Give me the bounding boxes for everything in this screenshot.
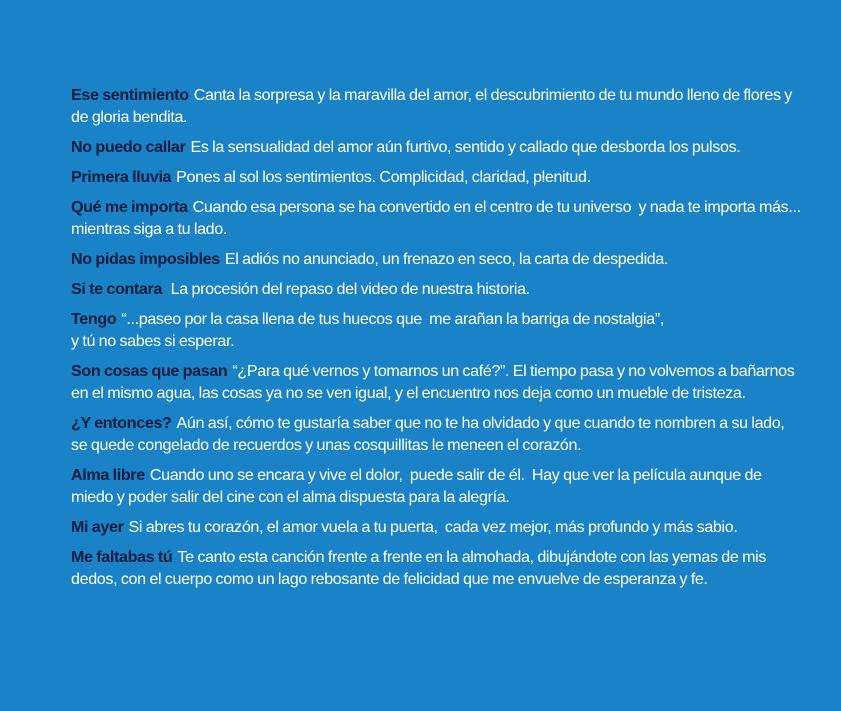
entry-text: Canta la sorpresa y la maravilla del amor, el descubrimiento de tu mundo lleno de flores y de gloria bendita. <box>71 86 796 126</box>
entry-text: La procesión del repaso del video de nuestra historia. <box>167 280 530 298</box>
entry-text: El adiós no anunciado, un frenazo en seco, la carta de despedida. <box>224 250 669 268</box>
entry-title: Qué me importa <box>71 198 188 216</box>
entry-si-te-contara <box>71 278 801 300</box>
entry-text: Cuando esa persona se ha convertido en el centro de tu universo y nada te importa más... mientras siga a tu lado. <box>71 198 808 238</box>
entry-text: “¿Para qué vernos y tomarnos un café?”. El tiempo pasa y no volvemos a bañarnos en el mismo agua, las cosas ya no se ven igual, y el encuentro nos deja como un mueble de tristeza. <box>71 362 799 402</box>
entry-text: Si abres tu corazón, el amor vuela a tu puerta, cada vez mejor, más profundo y más sabio. <box>128 518 738 536</box>
entry-no-pidas-imposibles <box>71 248 801 270</box>
entry-text: “...paseo por la casa llena de tus huecos que me arañan la barriga de nostalgia”, y tú no sabes si esperar. <box>71 310 664 350</box>
entry-tengo <box>71 308 801 352</box>
entry-alma-libre <box>71 464 801 508</box>
entry-title: Alma libre <box>71 466 145 484</box>
entry-mi-ayer <box>71 516 801 538</box>
entry-title: Me faltabas tú <box>71 548 173 566</box>
entry-title: Tengo <box>71 310 117 328</box>
entry-primera-lluvia <box>71 166 801 188</box>
entry-title: ¿Y entonces? <box>71 414 172 432</box>
entry-title: Son cosas que pasan <box>71 362 228 380</box>
entry-y-entonces <box>71 412 801 456</box>
entry-ese-sentimiento <box>71 84 801 128</box>
entry-me-faltabas-tu <box>71 546 801 590</box>
entry-title: No puedo callar <box>71 138 186 156</box>
entry-que-me-importa <box>71 196 808 240</box>
entry-text: Cuando uno se encara y vive el dolor, puede salir de él. Hay que ver la película aunque de miedo y poder salir del cine con el alma dispuesta para la alegría. <box>71 466 766 506</box>
entry-title: Mi ayer <box>71 518 124 536</box>
entry-text: Es la sensualidad del amor aún furtivo, sentido y callado que desborda los pulsos. <box>190 138 741 156</box>
entry-title: Ese sentimiento <box>71 86 189 104</box>
entry-text: Te canto esta canción frente a frente en la almohada, dibujándote con las yemas de mis dedos, con el cuerpo como un lago rebosante de felicidad que me envuelve de esperanza y fe. <box>71 548 770 588</box>
entry-title: Si te contara <box>71 280 163 298</box>
entry-no-puedo-callar <box>71 136 801 158</box>
entry-title: No pidas imposibles <box>71 250 220 268</box>
entry-text: Aún así, cómo te gustaría saber que no te ha olvidado y que cuando te nombren a su lado, se quede congelado de recuerdos y unas cosquillitas le meneen el corazón. <box>71 414 792 454</box>
entry-son-cosas-que-pasan <box>71 360 801 404</box>
entry-text: Pones al sol los sentimientos. Complicidad, claridad, plenitud. <box>176 168 591 186</box>
entry-title: Primera lluvia <box>71 168 172 186</box>
